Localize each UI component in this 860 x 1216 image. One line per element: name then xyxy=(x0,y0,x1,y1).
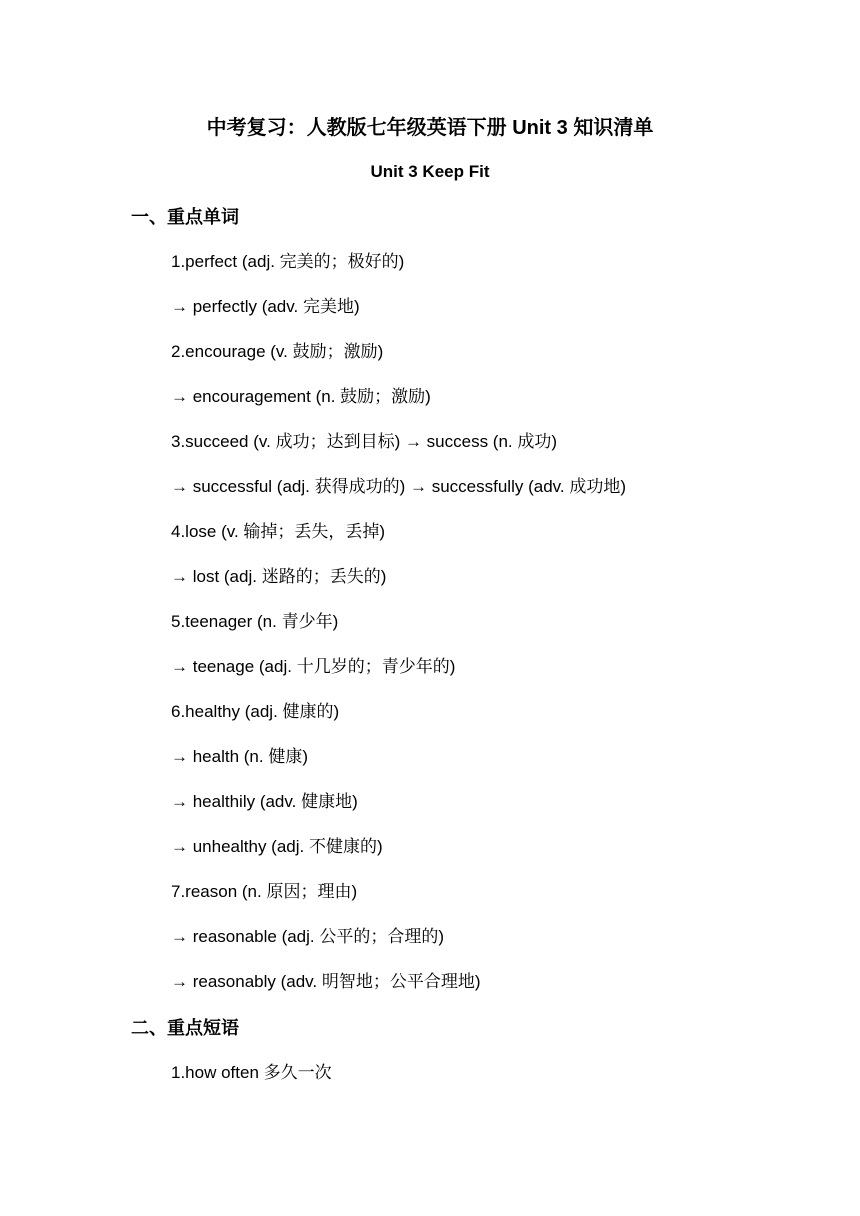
word-line: 1.perfect (adj. 完美的；极好的) xyxy=(171,252,405,271)
word-line: → teenage (adj. 十几岁的；青少年的) xyxy=(171,657,456,676)
word-line: → successful (adj. 获得成功的) → successfully (adv. 成功地) xyxy=(171,477,626,496)
word-line: → health (n. 健康) xyxy=(171,747,308,766)
word-line: → healthily (adv. 健康地) xyxy=(171,792,358,811)
word-line: 3.succeed (v. 成功；达到目标) → success (n. 成功) xyxy=(171,432,558,451)
word-line: 2.encourage (v. 鼓励；激励) xyxy=(171,342,384,361)
phrase-line: 1.how often 多久一次 xyxy=(171,1063,332,1082)
word-line: 5.teenager (n. 青少年) xyxy=(171,612,339,631)
word-line: → encouragement (n. 鼓励；激励) xyxy=(171,387,431,406)
document-title: 中考复习：人教版七年级英语下册 Unit 3 知识清单 xyxy=(206,117,654,139)
word-line: → perfectly (adv. 完美地) xyxy=(171,297,360,316)
section-heading-phrases: 二、重点短语 xyxy=(131,1018,239,1038)
word-line: → lost (adj. 迷路的；丢失的) xyxy=(171,567,387,586)
word-line: 7.reason (n. 原因；理由) xyxy=(171,882,358,901)
document-subtitle: Unit 3 Keep Fit xyxy=(370,162,490,181)
section-heading-words: 一、重点单词 xyxy=(131,207,239,227)
word-line: 6.healthy (adj. 健康的) xyxy=(171,702,340,721)
word-line: → reasonable (adj. 公平的；合理的) xyxy=(171,927,445,946)
word-line: 4.lose (v. 输掉；丢失，丢掉) xyxy=(171,522,386,541)
word-line: → reasonably (adv. 明智地；公平合理地) xyxy=(171,972,481,991)
word-line: → unhealthy (adj. 不健康的) xyxy=(171,837,383,856)
